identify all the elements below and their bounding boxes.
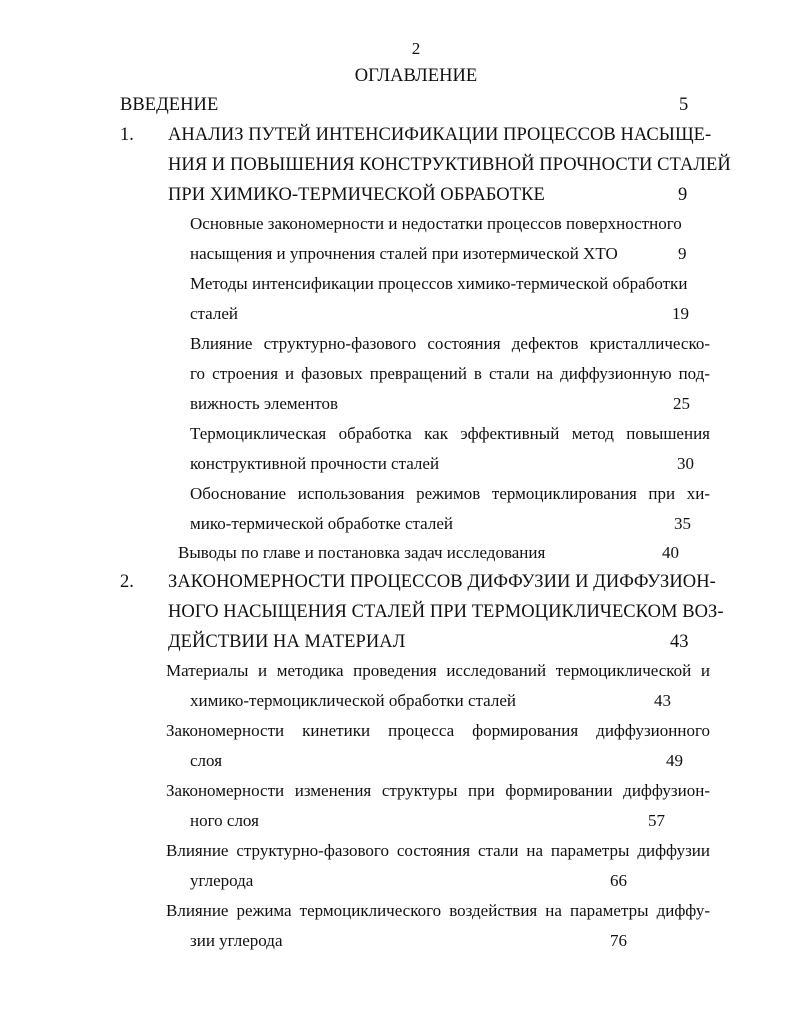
section-1-3-line: вижность элементов xyxy=(190,394,339,413)
section-1-1-page: 9 xyxy=(678,244,687,263)
section-2-4-line: Влияние структурно-фазового состояния стали на параметры диффузии xyxy=(166,841,710,860)
section-1-2-line: Методы интенсификации процессов химико-термической обработки xyxy=(190,274,688,293)
chapter-1-title-line: ПРИ ХИМИКО-ТЕРМИЧЕСКОЙ ОБРАБОТКЕ xyxy=(168,185,545,205)
chapter-2-number: 2. xyxy=(120,572,134,592)
chapter-2-title-line: ЗАКОНОМЕРНОСТИ ПРОЦЕССОВ ДИФФУЗИИ И ДИФФУЗИОН- xyxy=(168,572,716,592)
chapter-1-number: 1. xyxy=(120,125,134,145)
chapter-2-title-line: НОГО НАСЫЩЕНИЯ СТАЛЕЙ ПРИ ТЕРМОЦИКЛИЧЕСКОМ ВОЗ- xyxy=(168,602,724,622)
section-2-3-line: Закономерности изменения структуры при формировании диффузион- xyxy=(166,781,710,800)
page-title: ОГЛАВЛЕНИЕ xyxy=(354,66,478,86)
toc-intro-page: 5 xyxy=(679,95,689,115)
section-2-2-line: Закономерности кинетики процесса формирования диффузионного xyxy=(166,721,710,740)
section-1-5-line: Обоснование использования режимов термоциклирования при хи- xyxy=(190,484,710,503)
section-2-5-page: 76 xyxy=(610,931,627,950)
section-2-1-line: Материалы и методика проведения исследований термоциклической и xyxy=(166,661,710,680)
section-1-4-page: 30 xyxy=(677,454,694,473)
chapter-2-page: 43 xyxy=(670,632,689,652)
chapter-1-conclusion-page: 40 xyxy=(662,543,679,562)
section-1-2-page: 19 xyxy=(672,304,689,323)
section-2-2-line: слоя xyxy=(190,751,223,770)
section-1-3-line: го строения и фазовых превращений в стали на диффузионную под- xyxy=(190,364,710,383)
section-1-3-line: Влияние структурно-фазового состояния дефектов кристаллическо- xyxy=(190,334,710,353)
section-2-3-line: ного слоя xyxy=(190,811,259,830)
section-1-1-line: Основные закономерности и недостатки процессов поверхностного xyxy=(190,214,682,233)
section-2-4-line: углерода xyxy=(190,871,254,890)
section-2-5-line: зии углерода xyxy=(190,931,283,950)
toc-intro-label: ВВЕДЕНИЕ xyxy=(120,95,219,115)
section-1-5-line: мико-термической обработке сталей xyxy=(190,514,453,533)
section-2-5-line: Влияние режима термоциклического воздействия на параметры диффу- xyxy=(166,901,710,920)
section-2-1-page: 43 xyxy=(654,691,671,710)
chapter-2-title-line: ДЕЙСТВИИ НА МАТЕРИАЛ xyxy=(168,632,406,652)
chapter-1-conclusion: Выводы по главе и постановка задач исследования xyxy=(178,543,546,562)
section-1-5-page: 35 xyxy=(674,514,691,533)
section-2-3-page: 57 xyxy=(648,811,665,830)
section-1-3-page: 25 xyxy=(673,394,690,413)
section-1-1-line: насыщения и упрочнения сталей при изотермической ХТО xyxy=(190,244,618,263)
section-2-2-page: 49 xyxy=(666,751,683,770)
section-1-4-line: Термоциклическая обработка как эффективный метод повышения xyxy=(190,424,710,443)
chapter-1-title-line: НИЯ И ПОВЫШЕНИЯ КОНСТРУКТИВНОЙ ПРОЧНОСТИ СТАЛЕЙ xyxy=(168,155,731,175)
page-number: 2 xyxy=(411,39,421,58)
section-2-4-page: 66 xyxy=(610,871,627,890)
chapter-1-title-line: АНАЛИЗ ПУТЕЙ ИНТЕНСИФИКАЦИИ ПРОЦЕССОВ НАСЫЩЕ- xyxy=(168,125,712,145)
section-1-2-line: сталей xyxy=(190,304,239,323)
section-1-4-line: конструктивной прочности сталей xyxy=(190,454,440,473)
chapter-1-page: 9 xyxy=(678,185,688,205)
section-2-1-line: химико-термоциклической обработки сталей xyxy=(190,691,516,710)
